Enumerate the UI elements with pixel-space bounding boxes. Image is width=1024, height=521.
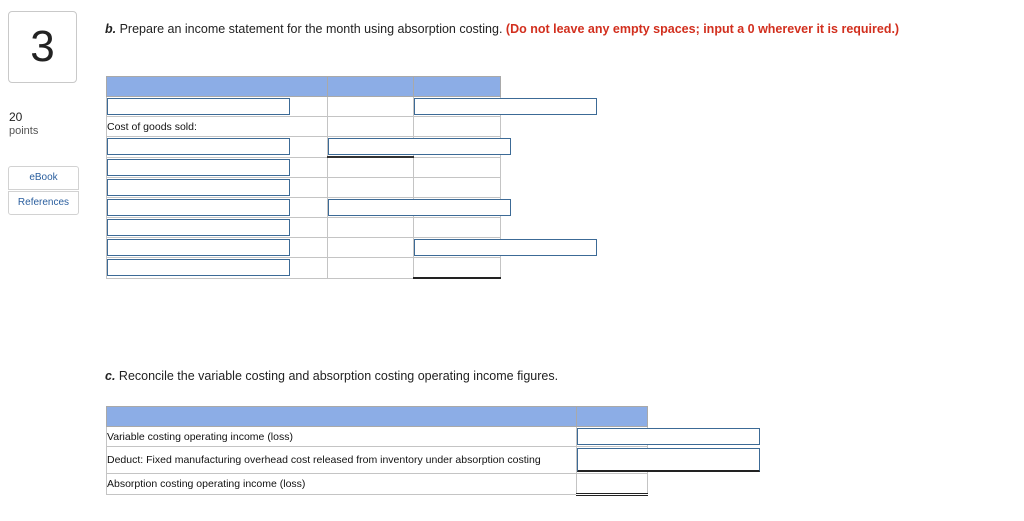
- table-row: [107, 178, 501, 198]
- header-cell: [107, 77, 328, 97]
- part-b-lead: b.: [105, 22, 117, 36]
- income-statement-table: [106, 76, 501, 279]
- line-item-dropdown[interactable]: [107, 159, 290, 176]
- header-cell: [328, 77, 414, 97]
- label-cell: [107, 218, 328, 238]
- amount-cell: [328, 137, 414, 158]
- table-row: [107, 157, 501, 178]
- label-cell: [107, 198, 328, 218]
- line-item-dropdown[interactable]: [107, 179, 290, 196]
- table-row: [107, 238, 501, 258]
- table-row: [107, 198, 501, 218]
- label-cell: [107, 157, 328, 178]
- amount-cell: [414, 97, 501, 117]
- row-label: Absorption costing operating income (loss): [107, 474, 577, 495]
- amount-cell: [328, 117, 414, 137]
- label-cell: [107, 97, 328, 117]
- amount-input[interactable]: [328, 199, 511, 216]
- required-note: (Do not leave any empty spaces; input a 0 wherever it is required.): [505, 22, 900, 36]
- ebook-button[interactable]: eBook: [8, 166, 79, 190]
- points-label: points: [9, 125, 39, 137]
- amount-input[interactable]: [414, 239, 597, 256]
- amount-cell: [414, 178, 501, 198]
- reconciliation-table: [106, 406, 648, 496]
- part-b-instruction: Prepare an income statement for the month using absorption costing.: [116, 22, 506, 36]
- amount-cell: [414, 238, 501, 258]
- table-row: [107, 218, 501, 238]
- table-row: [107, 97, 501, 117]
- line-item-dropdown[interactable]: [107, 98, 290, 115]
- table-row: [107, 258, 501, 279]
- amount-cell: [577, 427, 648, 447]
- row-label: Variable costing operating income (loss): [107, 427, 577, 447]
- amount-cell: [328, 238, 414, 258]
- line-item-dropdown[interactable]: [107, 138, 290, 155]
- references-button[interactable]: References: [8, 191, 79, 215]
- header-cell: [414, 77, 501, 97]
- label-cell: [107, 238, 328, 258]
- amount-input[interactable]: [414, 98, 597, 115]
- label-cell: [107, 178, 328, 198]
- amount-input[interactable]: [577, 428, 760, 445]
- amount-cell: [328, 258, 414, 279]
- amount-cell: [328, 198, 414, 218]
- line-item-dropdown[interactable]: [107, 219, 290, 236]
- line-item-dropdown[interactable]: [107, 199, 290, 216]
- table-row: [107, 137, 501, 158]
- amount-cell: [414, 117, 501, 137]
- table-row: [107, 474, 648, 495]
- part-c-prompt: [105, 369, 558, 383]
- line-item-dropdown[interactable]: [107, 239, 290, 256]
- amount-input[interactable]: [577, 448, 760, 472]
- table-row: [107, 427, 648, 447]
- label-cell: [107, 137, 328, 158]
- points-value: 20: [9, 110, 23, 124]
- amount-cell: [328, 157, 414, 178]
- amount-cell: [328, 97, 414, 117]
- table-header-row: [107, 77, 501, 97]
- row-label: Deduct: Fixed manufacturing overhead cost released from inventory under absorption costing: [107, 447, 577, 474]
- amount-cell: [328, 178, 414, 198]
- question-number: 3: [8, 11, 77, 83]
- amount-cell: [414, 218, 501, 238]
- line-item-dropdown[interactable]: [107, 259, 290, 276]
- header-cell: [107, 407, 577, 427]
- amount-cell: [328, 218, 414, 238]
- amount-cell: [414, 258, 501, 279]
- amount-cell: [577, 447, 648, 474]
- amount-input[interactable]: [328, 138, 511, 155]
- part-c-instruction: Reconcile the variable costing and absorption costing operating income figures.: [115, 369, 559, 383]
- table-row: [107, 117, 501, 137]
- header-cell: [577, 407, 648, 427]
- amount-cell: [414, 157, 501, 178]
- table-header-row: [107, 407, 648, 427]
- part-b-prompt: [105, 22, 925, 37]
- amount-cell: [577, 474, 648, 495]
- table-row: [107, 447, 648, 474]
- label-cell: [107, 258, 328, 279]
- row-label: Cost of goods sold:: [107, 117, 328, 137]
- part-c-lead: c.: [105, 369, 116, 383]
